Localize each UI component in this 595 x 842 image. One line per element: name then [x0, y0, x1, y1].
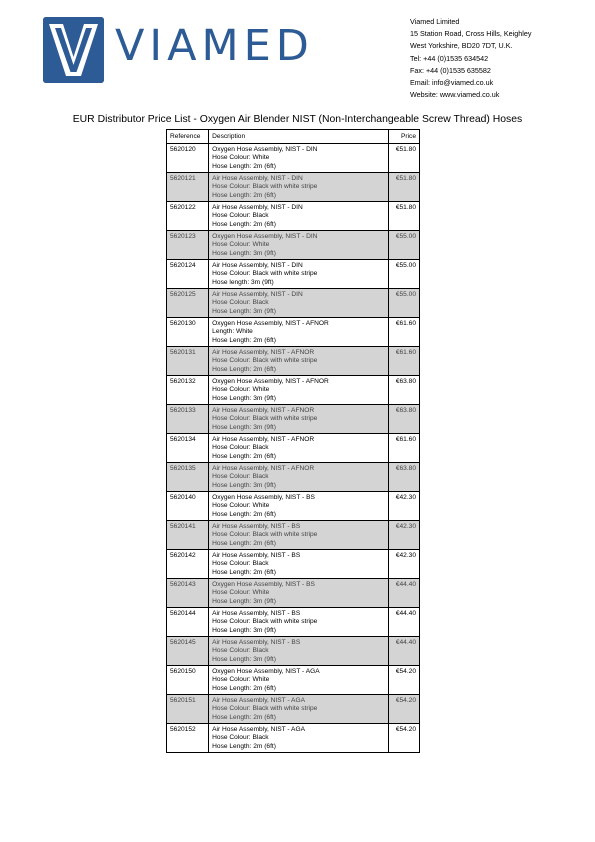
description-line: Air Hose Assembly, NIST - BS: [212, 552, 301, 559]
description-line: Hose Colour: Black: [212, 444, 269, 452]
price-cell: €54.20: [389, 724, 420, 753]
description-line: Air Hose Assembly, NIST - BS: [212, 610, 301, 617]
description-line: Hose Length: 2m (6ft): [212, 742, 276, 750]
reference-cell: 5620125: [167, 289, 209, 318]
reference-cell: 5620150: [167, 666, 209, 695]
reference-cell: 5620122: [167, 202, 209, 231]
description-line: Hose Length: 2m (6ft): [212, 568, 276, 576]
description-line: Hose Colour: White: [212, 676, 270, 684]
description-line: Hose Colour: Black: [212, 734, 269, 742]
description-line: Hose Colour: Black with white stripe: [212, 183, 318, 191]
column-header-reference: Reference: [167, 130, 209, 144]
reference-cell: 5620130: [167, 318, 209, 347]
description-line: Hose Length: 3m (9ft): [212, 394, 276, 402]
price-cell: €54.20: [389, 695, 420, 724]
description-line: Air Hose Assembly, NIST - AFNOR: [212, 407, 315, 414]
description-line: Hose length: 3m (9ft): [212, 278, 274, 286]
description-cell: [209, 173, 389, 202]
table-row: [167, 434, 420, 463]
address-line: Tel: +44 (0)1535 634542: [410, 53, 489, 63]
description-cell: [209, 347, 389, 376]
price-cell: €55.00: [389, 260, 420, 289]
description-cell: [209, 724, 389, 753]
description-cell: [209, 521, 389, 550]
description-line: Hose Length: 2m (6ft): [212, 684, 276, 692]
table-row: [167, 405, 420, 434]
description-cell: [209, 463, 389, 492]
description-line: Hose Length: 3m (9ft): [212, 249, 276, 257]
price-cell: €44.40: [389, 608, 420, 637]
table-row: [167, 666, 420, 695]
description-line: Air Hose Assembly, NIST - BS: [212, 639, 301, 646]
table-row: [167, 637, 420, 666]
description-cell: [209, 666, 389, 695]
reference-cell: 5620124: [167, 260, 209, 289]
price-cell: €42.30: [389, 550, 420, 579]
description-cell: [209, 202, 389, 231]
table-row: [167, 376, 420, 405]
reference-cell: 5620120: [167, 144, 209, 173]
table-row: [167, 724, 420, 753]
price-cell: €44.40: [389, 579, 420, 608]
description-cell: [209, 492, 389, 521]
table-row: [167, 695, 420, 724]
description-line: Oxygen Hose Assembly, NIST - AFNOR: [212, 320, 329, 327]
address-line: Website: www.viamed.co.uk: [410, 90, 500, 100]
description-line: Oxygen Hose Assembly, NIST - AGA: [212, 668, 320, 675]
table-row: [167, 579, 420, 608]
price-cell: €61.60: [389, 318, 420, 347]
description-line: Hose Colour: Black with white stripe: [212, 618, 318, 626]
table-row: [167, 492, 420, 521]
address-line: Fax: +44 (0)1535 635582: [410, 65, 491, 75]
price-cell: €61.60: [389, 347, 420, 376]
price-cell: €55.00: [389, 289, 420, 318]
table-row: [167, 289, 420, 318]
table-row: [167, 231, 420, 260]
description-line: Oxygen Hose Assembly, NIST - DIN: [212, 233, 318, 240]
reference-cell: 5620131: [167, 347, 209, 376]
description-line: Hose Colour: Black with white stripe: [212, 705, 318, 713]
price-cell: €55.00: [389, 231, 420, 260]
price-cell: €42.30: [389, 521, 420, 550]
description-line: Hose Colour: Black: [212, 647, 269, 655]
description-line: Hose Length: 3m (9ft): [212, 481, 276, 489]
description-line: Hose Colour: Black with white stripe: [212, 270, 318, 278]
price-cell: €42.30: [389, 492, 420, 521]
description-line: Hose Colour: Black with white stripe: [212, 531, 318, 539]
description-line: Hose Length: 2m (6ft): [212, 191, 276, 199]
reference-cell: 5620140: [167, 492, 209, 521]
table-row: [167, 202, 420, 231]
description-line: Oxygen Hose Assembly, NIST - DIN: [212, 146, 318, 153]
description-cell: [209, 376, 389, 405]
description-cell: [209, 231, 389, 260]
price-cell: €51.80: [389, 144, 420, 173]
table-row: [167, 260, 420, 289]
reference-cell: 5620143: [167, 579, 209, 608]
description-cell: [209, 579, 389, 608]
reference-cell: 5620141: [167, 521, 209, 550]
description-cell: [209, 608, 389, 637]
reference-cell: 5620151: [167, 695, 209, 724]
price-cell: €61.60: [389, 434, 420, 463]
description-line: Air Hose Assembly, NIST - DIN: [212, 262, 303, 269]
description-line: Hose Colour: White: [212, 154, 270, 162]
description-line: Air Hose Assembly, NIST - AFNOR: [212, 436, 315, 443]
reference-cell: 5620142: [167, 550, 209, 579]
table-row: [167, 463, 420, 492]
description-line: Air Hose Assembly, NIST - DIN: [212, 175, 303, 182]
reference-cell: 5620123: [167, 231, 209, 260]
reference-cell: 5620121: [167, 173, 209, 202]
table-row: [167, 347, 420, 376]
description-line: Length: White: [212, 328, 253, 336]
price-cell: €51.80: [389, 202, 420, 231]
description-line: Hose Length: 3m (9ft): [212, 626, 276, 634]
price-cell: €63.80: [389, 405, 420, 434]
description-line: Hose Colour: Black: [212, 212, 269, 220]
description-line: Air Hose Assembly, NIST - DIN: [212, 204, 303, 211]
price-cell: €54.20: [389, 666, 420, 695]
table-row: [167, 550, 420, 579]
price-cell: €63.80: [389, 463, 420, 492]
description-line: Hose Length: 2m (6ft): [212, 510, 276, 518]
reference-cell: 5620133: [167, 405, 209, 434]
document-title: EUR Distributor Price List - Oxygen Air Blender NIST (Non-Interchangeable Screw Thread) Hoses: [72, 114, 523, 125]
description-cell: [209, 695, 389, 724]
address-line: Viamed Limited: [410, 17, 460, 26]
description-line: Oxygen Hose Assembly, NIST - BS: [212, 494, 315, 501]
description-cell: [209, 434, 389, 463]
description-line: Hose Length: 2m (6ft): [212, 336, 276, 344]
price-table: [166, 129, 420, 753]
price-cell: €44.40: [389, 637, 420, 666]
reference-cell: 5620132: [167, 376, 209, 405]
description-cell: [209, 260, 389, 289]
table-row: [167, 144, 420, 173]
description-cell: [209, 405, 389, 434]
reference-cell: 5620135: [167, 463, 209, 492]
description-line: Hose Length: 2m (6ft): [212, 452, 276, 460]
description-cell: [209, 289, 389, 318]
reference-cell: 5620145: [167, 637, 209, 666]
price-cell: €63.80: [389, 376, 420, 405]
logo-wordmark: VIAMED: [115, 21, 314, 71]
description-line: Air Hose Assembly, NIST - AGA: [212, 726, 305, 733]
description-line: Hose Colour: Black: [212, 560, 269, 568]
description-line: Hose Colour: Black: [212, 299, 269, 307]
description-line: Oxygen Hose Assembly, NIST - AFNOR: [212, 378, 329, 385]
description-line: Hose Colour: White: [212, 241, 270, 249]
description-line: Hose Colour: Black: [212, 473, 269, 481]
table-row: [167, 318, 420, 347]
reference-cell: 5620152: [167, 724, 209, 753]
description-cell: [209, 550, 389, 579]
reference-cell: 5620144: [167, 608, 209, 637]
reference-cell: 5620134: [167, 434, 209, 463]
table-header-row: [167, 130, 420, 144]
description-cell: [209, 637, 389, 666]
description-line: Hose Colour: White: [212, 386, 270, 394]
description-line: Oxygen Hose Assembly, NIST - BS: [212, 581, 315, 588]
address-line: Email: info@viamed.co.uk: [410, 78, 494, 88]
table-row: [167, 521, 420, 550]
column-header-price: Price: [389, 130, 420, 144]
description-line: Hose Length: 3m (9ft): [212, 423, 276, 431]
description-line: Hose Length: 2m (6ft): [212, 539, 276, 547]
description-line: Air Hose Assembly, NIST - AGA: [212, 697, 305, 704]
description-line: Air Hose Assembly, NIST - AFNOR: [212, 465, 315, 472]
description-line: Hose Length: 2m (6ft): [212, 220, 276, 228]
description-line: Hose Length: 2m (6ft): [212, 713, 276, 721]
description-line: Air Hose Assembly, NIST - BS: [212, 523, 301, 530]
address-line: 15 Station Road, Cross Hills, Keighley: [410, 29, 532, 39]
description-line: Hose Length: 2m (6ft): [212, 365, 276, 373]
description-line: Hose Colour: White: [212, 589, 270, 597]
description-line: Hose Length: 3m (9ft): [212, 307, 276, 315]
address-line: West Yorkshire, BD20 7DT, U.K.: [410, 41, 513, 51]
price-table-body: [167, 144, 420, 753]
price-cell: €51.80: [389, 173, 420, 202]
table-row: [167, 608, 420, 637]
description-line: Air Hose Assembly, NIST - AFNOR: [212, 349, 315, 356]
column-header-description: Description: [209, 130, 389, 144]
description-line: Hose Length: 3m (9ft): [212, 655, 276, 663]
company-address-block: [410, 16, 531, 101]
description-line: Air Hose Assembly, NIST - DIN: [212, 291, 303, 298]
table-row: [167, 173, 420, 202]
description-line: Hose Colour: Black with white stripe: [212, 415, 318, 423]
description-line: Hose Colour: White: [212, 502, 270, 510]
description-line: Hose Colour: Black with white stripe: [212, 357, 318, 365]
description-line: Hose Length: 2m (6ft): [212, 162, 276, 170]
description-line: Hose Length: 3m (9ft): [212, 597, 276, 605]
logo-mark-icon: [43, 17, 104, 83]
description-cell: [209, 144, 389, 173]
description-cell: [209, 318, 389, 347]
